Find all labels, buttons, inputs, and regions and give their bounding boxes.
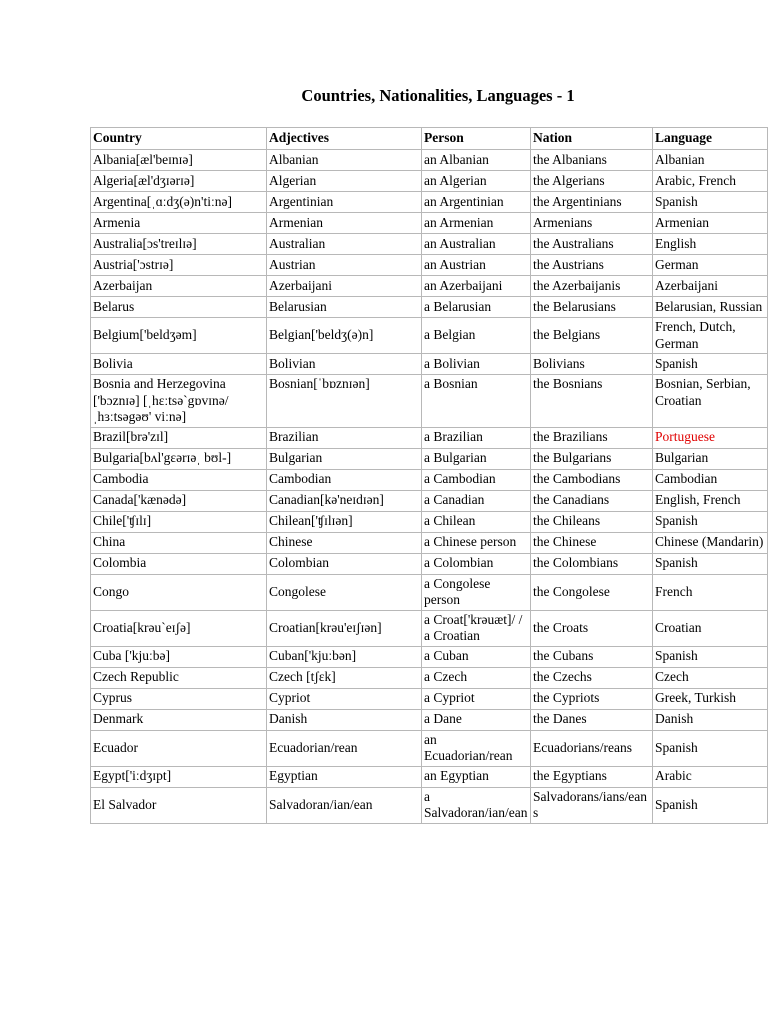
cell-nation: the Algerians — [531, 171, 653, 192]
cell-adjective: Czech [tʃɛk] — [267, 667, 422, 688]
page-title: Countries, Nationalities, Languages - 1 — [301, 86, 575, 105]
cell-nation: the Belgians — [531, 318, 653, 354]
cell-language: French, Dutch, German — [653, 318, 768, 354]
cell-adjective: Congolese — [267, 574, 422, 610]
table-row — [91, 318, 768, 354]
cell-country: Denmark — [91, 709, 267, 730]
cell-person: an Ecuadorian/rean — [422, 730, 531, 766]
cell-language: Armenian — [653, 213, 768, 234]
cell-person: an Australian — [422, 234, 531, 255]
cell-language: Azerbaijani — [653, 276, 768, 297]
cell-country: Azerbaijan — [91, 276, 267, 297]
cell-person: an Azerbaijani — [422, 276, 531, 297]
cell-person: a Chinese person — [422, 532, 531, 553]
cell-nation: the Egyptians — [531, 766, 653, 787]
cell-nation: the Bosnians — [531, 375, 653, 428]
cell-person: a Belarusian — [422, 297, 531, 318]
table-row — [91, 171, 768, 192]
table-row — [91, 574, 768, 610]
cell-country: Belarus — [91, 297, 267, 318]
table-row — [91, 688, 768, 709]
cell-nation: the Albanians — [531, 150, 653, 171]
cell-adjective: Ecuadorian/rean — [267, 730, 422, 766]
cell-person: an Armenian — [422, 213, 531, 234]
cell-person: an Egyptian — [422, 766, 531, 787]
cell-country: Egypt['iːdʒɪpt] — [91, 766, 267, 787]
table-row — [91, 511, 768, 532]
cell-nation: the Czechs — [531, 667, 653, 688]
cell-adjective: Danish — [267, 709, 422, 730]
cell-adjective: Armenian — [267, 213, 422, 234]
header-nation: Nation — [531, 128, 653, 150]
header-language: Language — [653, 128, 768, 150]
cell-adjective: Australian — [267, 234, 422, 255]
cell-nation: the Cypriots — [531, 688, 653, 709]
cell-adjective: Cuban['kjuːbən] — [267, 646, 422, 667]
table-row — [91, 667, 768, 688]
cell-language: Arabic, French — [653, 171, 768, 192]
cell-language: Spanish — [653, 787, 768, 823]
cell-language: Greek, Turkish — [653, 688, 768, 709]
cell-nation: the Bulgarians — [531, 448, 653, 469]
table-row — [91, 375, 768, 428]
cell-language: French — [653, 574, 768, 610]
cell-language: Arabic — [653, 766, 768, 787]
cell-person: a Czech — [422, 667, 531, 688]
cell-country: Congo — [91, 574, 267, 610]
cell-country: Australia[ɔs'treɪlɪə] — [91, 234, 267, 255]
table-row — [91, 730, 768, 766]
cell-language: Cambodian — [653, 469, 768, 490]
cell-adjective: Azerbaijani — [267, 276, 422, 297]
cell-country: Czech Republic — [91, 667, 267, 688]
cell-adjective: Albanian — [267, 150, 422, 171]
table-row — [91, 297, 768, 318]
table-header-row — [91, 128, 768, 150]
cell-adjective: Argentinian — [267, 192, 422, 213]
cell-language: Spanish — [653, 730, 768, 766]
cell-country: Cyprus — [91, 688, 267, 709]
cell-country: Austria['ɔstrɪə] — [91, 255, 267, 276]
cell-country: Bosnia and Herzegovina ['bɔznɪə] [ˌhɛːtsə`gɒvɪnə/ˌhɜːtsəgəʊ' viːnə] — [91, 375, 267, 428]
cell-nation: the Croats — [531, 610, 653, 646]
cell-nation: the Cubans — [531, 646, 653, 667]
table-row — [91, 646, 768, 667]
cell-person: a Salvadoran/ian/ean — [422, 787, 531, 823]
cell-adjective: Bolivian — [267, 354, 422, 375]
cell-nation: the Chinese — [531, 532, 653, 553]
cell-person: a Cambodian — [422, 469, 531, 490]
table-row — [91, 192, 768, 213]
cell-adjective: Colombian — [267, 553, 422, 574]
cell-country: Cuba ['kjuːbə] — [91, 646, 267, 667]
cell-nation: Ecuadorians/reans — [531, 730, 653, 766]
cell-nation: the Azerbaijanis — [531, 276, 653, 297]
cell-language: Czech — [653, 667, 768, 688]
table-row — [91, 610, 768, 646]
cell-country: El Salvador — [91, 787, 267, 823]
cell-language: Portuguese — [653, 427, 768, 448]
table-row — [91, 709, 768, 730]
cell-language: Spanish — [653, 354, 768, 375]
cell-adjective: Chilean['ʧɪlɪən] — [267, 511, 422, 532]
cell-country: Bulgaria[bʌl'gɛərɪəˌ bʊl-] — [91, 448, 267, 469]
cell-person: an Argentinian — [422, 192, 531, 213]
cell-nation: the Australians — [531, 234, 653, 255]
cell-adjective: Bulgarian — [267, 448, 422, 469]
cell-language: Albanian — [653, 150, 768, 171]
table-row — [91, 255, 768, 276]
cell-person: a Colombian — [422, 553, 531, 574]
header-person: Person — [422, 128, 531, 150]
cell-country: Armenia — [91, 213, 267, 234]
cell-nation: Armenians — [531, 213, 653, 234]
cell-nation: the Cambodians — [531, 469, 653, 490]
cell-adjective: Cambodian — [267, 469, 422, 490]
cell-nation: the Canadians — [531, 490, 653, 511]
cell-language: Spanish — [653, 646, 768, 667]
cell-person: a Brazilian — [422, 427, 531, 448]
table-row — [91, 150, 768, 171]
cell-person: a Cuban — [422, 646, 531, 667]
cell-person: a Bosnian — [422, 375, 531, 428]
cell-nation: the Austrians — [531, 255, 653, 276]
table-row — [91, 532, 768, 553]
cell-adjective: Salvadoran/ian/ean — [267, 787, 422, 823]
cell-adjective: Austrian — [267, 255, 422, 276]
cell-adjective: Bosnian[ˈbɒznɪən] — [267, 375, 422, 428]
cell-language: Spanish — [653, 511, 768, 532]
cell-country: Belgium['beldʒəm] — [91, 318, 267, 354]
cell-country: Albania[æl'beɪnɪə] — [91, 150, 267, 171]
table-row — [91, 490, 768, 511]
cell-language: Spanish — [653, 192, 768, 213]
header-country: Country — [91, 128, 267, 150]
cell-person: an Albanian — [422, 150, 531, 171]
cell-person: a Bolivian — [422, 354, 531, 375]
cell-country: Ecuador — [91, 730, 267, 766]
cell-country: Bolivia — [91, 354, 267, 375]
cell-nation: the Congolese — [531, 574, 653, 610]
cell-nation: Salvadorans/ians/eans — [531, 787, 653, 823]
cell-nation: the Colombians — [531, 553, 653, 574]
cell-country: Colombia — [91, 553, 267, 574]
countries-table — [90, 127, 768, 824]
table-row — [91, 766, 768, 787]
cell-nation: the Belarusians — [531, 297, 653, 318]
cell-adjective: Egyptian — [267, 766, 422, 787]
cell-country: Brazil[brə'zɪl] — [91, 427, 267, 448]
cell-nation: Bolivians — [531, 354, 653, 375]
cell-adjective: Cypriot — [267, 688, 422, 709]
cell-country: Algeria[æl'dʒɪərɪə] — [91, 171, 267, 192]
cell-language: German — [653, 255, 768, 276]
cell-person: a Congolese person — [422, 574, 531, 610]
cell-language: Danish — [653, 709, 768, 730]
cell-language: English — [653, 234, 768, 255]
cell-language: Croatian — [653, 610, 768, 646]
cell-person: a Cypriot — [422, 688, 531, 709]
table-row — [91, 553, 768, 574]
cell-person: a Canadian — [422, 490, 531, 511]
table-row — [91, 427, 768, 448]
table-row — [91, 469, 768, 490]
cell-adjective: Canadian[kə'neɪdɪən] — [267, 490, 422, 511]
cell-country: Canada['kænədə] — [91, 490, 267, 511]
table-row — [91, 448, 768, 469]
header-adjectives: Adjectives — [267, 128, 422, 150]
table-row — [91, 276, 768, 297]
cell-country: Cambodia — [91, 469, 267, 490]
cell-adjective: Brazilian — [267, 427, 422, 448]
cell-adjective: Croatian[krəu'eɪʃɪən] — [267, 610, 422, 646]
cell-person: a Bulgarian — [422, 448, 531, 469]
cell-nation: the Brazilians — [531, 427, 653, 448]
cell-language: Bulgarian — [653, 448, 768, 469]
cell-language: Spanish — [653, 553, 768, 574]
cell-person: an Algerian — [422, 171, 531, 192]
cell-person: a Dane — [422, 709, 531, 730]
cell-person: a Croat['krəuæt]/ / a Croatian — [422, 610, 531, 646]
cell-adjective: Algerian — [267, 171, 422, 192]
cell-nation: the Argentinians — [531, 192, 653, 213]
cell-person: a Chilean — [422, 511, 531, 532]
cell-nation: the Chileans — [531, 511, 653, 532]
cell-language: Belarusian, Russian — [653, 297, 768, 318]
table-row — [91, 234, 768, 255]
table-row — [91, 354, 768, 375]
cell-country: Croatia[krəuˋeɪʃə] — [91, 610, 267, 646]
cell-language: Chinese (Mandarin) — [653, 532, 768, 553]
table-row — [91, 787, 768, 823]
cell-language: Bosnian, Serbian, Croatian — [653, 375, 768, 428]
cell-person: a Belgian — [422, 318, 531, 354]
cell-adjective: Belgian['beldʒ(ə)n] — [267, 318, 422, 354]
cell-person: an Austrian — [422, 255, 531, 276]
cell-nation: the Danes — [531, 709, 653, 730]
cell-adjective: Chinese — [267, 532, 422, 553]
table-body — [91, 150, 768, 824]
cell-adjective: Belarusian — [267, 297, 422, 318]
cell-language: English, French — [653, 490, 768, 511]
cell-country: Chile['ʧɪlɪ] — [91, 511, 267, 532]
table-row — [91, 213, 768, 234]
cell-country: Argentina[ˌɑːdʒ(ə)n'tiːnə] — [91, 192, 267, 213]
cell-country: China — [91, 532, 267, 553]
